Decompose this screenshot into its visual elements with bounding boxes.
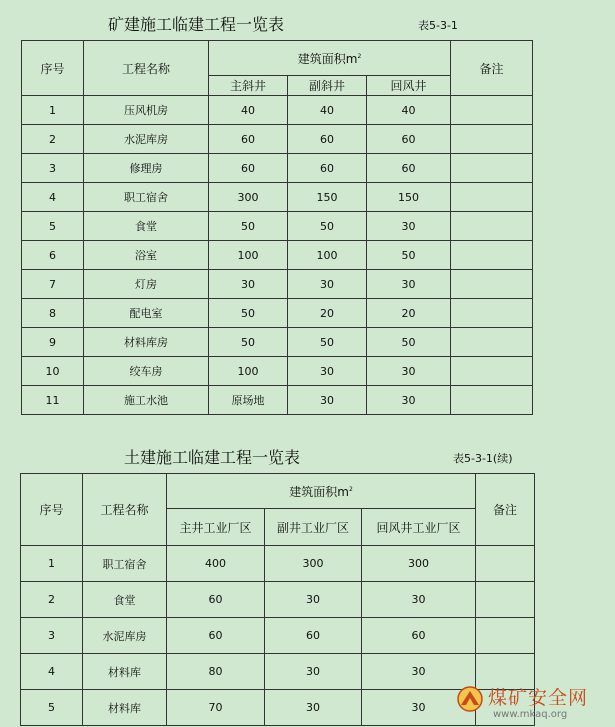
area-value-2: 40 [288,96,367,125]
area-value-2: 300 [265,546,362,582]
remark-cell [451,125,533,154]
table1-number: 表5-3-1 [418,19,458,32]
area-value-1: 100 [209,357,288,386]
area-value-3: 30 [367,270,451,299]
remark-cell [451,241,533,270]
table-row [22,154,533,183]
area-value-2: 30 [265,654,362,690]
project-name: 材料库 [83,690,167,726]
area-value-1: 60 [209,125,288,154]
area-value-1: 400 [167,546,265,582]
table1 [21,40,533,415]
area-value-1: 50 [209,299,288,328]
area-value-2: 30 [288,386,367,415]
row-number: 11 [22,386,84,415]
area-value-1: 300 [209,183,288,212]
table1-body [22,96,533,415]
area-value-3: 60 [367,125,451,154]
project-name: 食堂 [83,582,167,618]
project-name: 水泥库房 [83,618,167,654]
table-row [21,618,535,654]
row-number: 2 [22,125,84,154]
area-value-3: 300 [362,546,476,582]
table2-subheader-2: 副井工业厂区 [265,509,362,546]
area-value-3: 150 [367,183,451,212]
project-name: 灯房 [84,270,209,299]
row-number: 10 [22,357,84,386]
table2-number: 表5-3-1(续) [453,452,513,465]
remark-cell [451,96,533,125]
remark-cell [451,154,533,183]
remark-cell [451,183,533,212]
row-number: 7 [22,270,84,299]
project-name: 材料库房 [84,328,209,357]
area-value-1: 原场地 [209,386,288,415]
table2-subheader-1: 主井工业厂区 [167,509,265,546]
project-name: 绞车房 [84,357,209,386]
table-row [21,582,535,618]
area-value-2: 60 [288,154,367,183]
table2-subheader-3: 回风井工业厂区 [362,509,476,546]
table1-header-remark: 备注 [451,41,533,96]
remark-cell [476,618,535,654]
area-value-3: 30 [367,212,451,241]
row-number: 9 [22,328,84,357]
area-value-2: 30 [288,357,367,386]
area-value-3: 30 [362,654,476,690]
row-number: 2 [21,582,83,618]
area-value-2: 30 [288,270,367,299]
area-value-2: 50 [288,328,367,357]
remark-cell [451,212,533,241]
area-value-2: 100 [288,241,367,270]
table2-title: 土建施工临建工程一览表 [124,448,301,467]
remark-cell [451,386,533,415]
area-value-2: 150 [288,183,367,212]
table-row [22,125,533,154]
area-value-3: 20 [367,299,451,328]
area-value-1: 50 [209,328,288,357]
area-value-1: 60 [167,582,265,618]
remark-cell [451,328,533,357]
row-number: 6 [22,241,84,270]
table-row [22,96,533,125]
area-value-3: 60 [367,154,451,183]
table1-subheader-1: 主斜井 [209,76,288,96]
project-name: 配电室 [84,299,209,328]
remark-cell [451,299,533,328]
table-row [22,183,533,212]
area-value-1: 60 [209,154,288,183]
area-value-2: 30 [265,582,362,618]
table2-header-area [167,474,476,509]
remark-cell [451,357,533,386]
row-number: 5 [22,212,84,241]
table-row [22,386,533,415]
table1-subheader-2: 副斜井 [288,76,367,96]
remark-cell [476,546,535,582]
table2-header-area-sup: 2 [348,485,353,493]
area-value-2: 50 [288,212,367,241]
table-row [22,241,533,270]
project-name: 材料库 [83,654,167,690]
table-row [21,546,535,582]
row-number: 3 [22,154,84,183]
project-name: 职工宿舍 [83,546,167,582]
area-value-3: 30 [362,582,476,618]
row-number: 5 [21,690,83,726]
table1-subheader-3: 回风井 [367,76,451,96]
project-name: 职工宿舍 [84,183,209,212]
area-value-1: 70 [167,690,265,726]
project-name: 浴室 [84,241,209,270]
project-name: 修理房 [84,154,209,183]
row-number: 1 [21,546,83,582]
area-value-2: 20 [288,299,367,328]
table1-header-area-label: 建筑面积m [297,51,358,66]
area-value-1: 40 [209,96,288,125]
project-name: 施工水池 [84,386,209,415]
row-number: 8 [22,299,84,328]
area-value-2: 60 [265,618,362,654]
table-row [22,270,533,299]
table-row [22,299,533,328]
area-value-3: 50 [367,241,451,270]
watermark-text: 煤矿安全网 [488,687,589,709]
project-name: 压风机房 [84,96,209,125]
table1-header-area-sup: 2 [357,52,362,60]
remark-cell [476,582,535,618]
area-value-3: 30 [362,690,476,726]
row-number: 1 [22,96,84,125]
area-value-1: 50 [209,212,288,241]
table-row [22,212,533,241]
area-value-3: 30 [367,386,451,415]
table-row [22,357,533,386]
area-value-1: 60 [167,618,265,654]
table2-header-remark: 备注 [476,474,535,546]
table2-header-area-label: 建筑面积m [289,484,349,499]
mine-logo-icon [455,683,485,713]
watermark-url: www.mkaq.org [493,709,568,720]
project-name: 水泥库房 [84,125,209,154]
row-number: 4 [21,654,83,690]
table2-header-no: 序号 [21,474,83,546]
table-row [22,328,533,357]
area-value-1: 80 [167,654,265,690]
project-name: 食堂 [84,212,209,241]
area-value-3: 60 [362,618,476,654]
watermark [455,683,610,723]
table1-header-no: 序号 [22,41,84,96]
remark-cell [451,270,533,299]
row-number: 4 [22,183,84,212]
area-value-2: 60 [288,125,367,154]
table2-header-name: 工程名称 [83,474,167,546]
table1-title: 矿建施工临建工程一览表 [108,15,285,34]
area-value-3: 40 [367,96,451,125]
area-value-3: 50 [367,328,451,357]
table1-header-area [209,41,451,76]
area-value-1: 30 [209,270,288,299]
area-value-3: 30 [367,357,451,386]
area-value-2: 30 [265,690,362,726]
row-number: 3 [21,618,83,654]
area-value-1: 100 [209,241,288,270]
table1-header-name: 工程名称 [84,41,209,96]
